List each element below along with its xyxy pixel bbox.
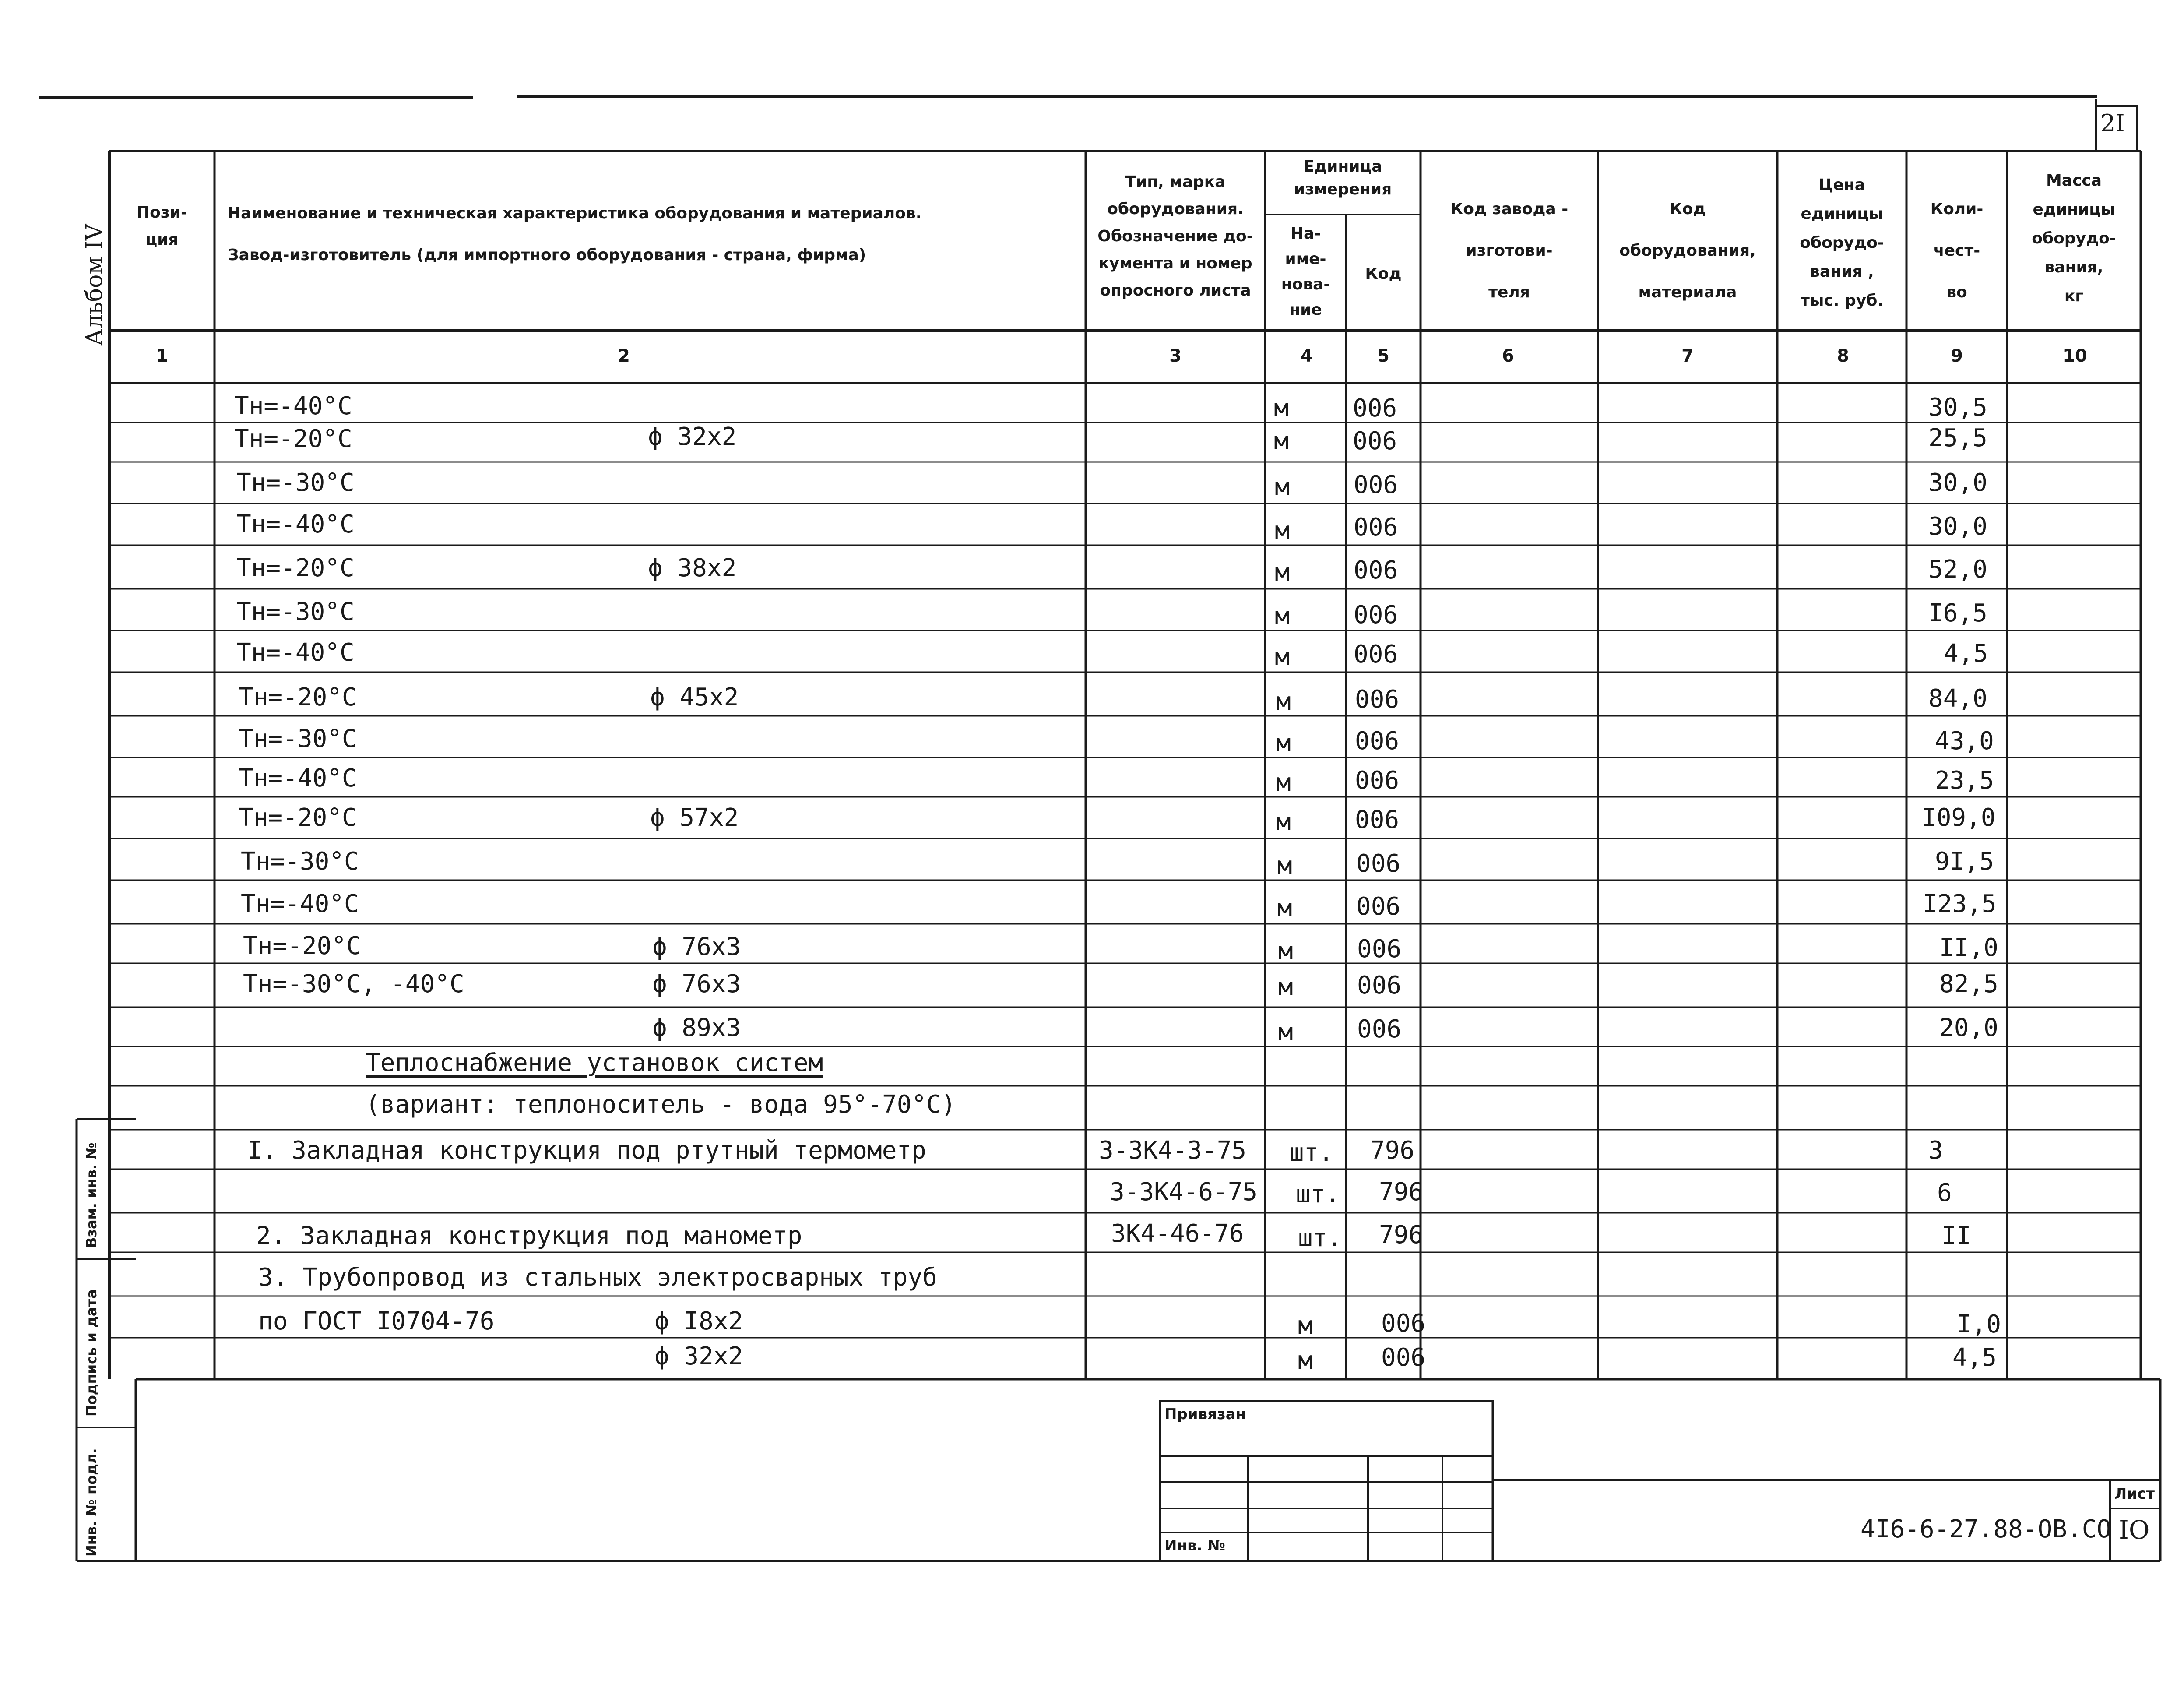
row-code: 006 xyxy=(1381,1309,1426,1338)
row-name: Тн=-40°С xyxy=(234,392,352,420)
row-code: 006 xyxy=(1356,892,1401,921)
row-spec: ϕ 32х2 xyxy=(654,1342,743,1370)
row-name: Тн=-40°С xyxy=(241,890,359,918)
document-code: 4I6-6-27.88-ОВ.СО xyxy=(1860,1515,2112,1543)
row-code: 006 xyxy=(1357,1015,1402,1043)
row-name: 3. Трубопровод из стальных электросварных труб xyxy=(258,1263,937,1292)
row-doc: 3-ЗК4-3-75 xyxy=(1099,1136,1247,1165)
row-unit: м xyxy=(1275,473,1290,501)
col-2-header: Наименование и техническая характеристика оборудования и материалов. Завод-изготовитель (для импортного оборудования - страна, фирма) xyxy=(228,204,922,264)
row-spec: ϕ 57х2 xyxy=(650,803,739,832)
row-code: 006 xyxy=(1354,601,1398,629)
row-unit: м xyxy=(1276,687,1291,716)
row-code: 006 xyxy=(1354,471,1398,499)
row-code: 006 xyxy=(1355,685,1400,714)
sheet-label: Лист xyxy=(2114,1485,2155,1503)
row-name: Тн=-30°С xyxy=(241,847,359,876)
col-2-number: 2 xyxy=(618,346,630,366)
stamp-signature-date: Подпись и дата xyxy=(83,1289,100,1416)
section-title: Теплоснабжение установок систем xyxy=(366,1049,823,1077)
row-unit: шт. xyxy=(1298,1224,1343,1252)
row-qty: 23,5 xyxy=(1935,766,1994,795)
col-10-number: 10 xyxy=(2063,346,2087,366)
row-name: 2. Закладная конструкция под манометр xyxy=(256,1222,802,1250)
row-qty: 30,5 xyxy=(1928,393,1987,422)
row-unit: м xyxy=(1276,808,1291,836)
col-6-number: 6 xyxy=(1502,346,1514,366)
row-name: Тн=-40°С xyxy=(236,510,355,539)
col-3-number: 3 xyxy=(1169,346,1182,366)
row-code: 796 xyxy=(1370,1136,1415,1165)
row-code: 796 xyxy=(1379,1221,1424,1249)
row-unit: м xyxy=(1274,427,1289,455)
row-code: 006 xyxy=(1353,394,1397,423)
row-qty: 3 xyxy=(1928,1136,1943,1165)
row-unit: м xyxy=(1276,768,1291,797)
col-9-number: 9 xyxy=(1951,346,1963,366)
row-name: Тн=-40°С xyxy=(236,638,355,667)
col-5-header: Код xyxy=(1365,265,1402,283)
row-unit: м xyxy=(1277,852,1292,880)
row-unit: шт. xyxy=(1289,1138,1334,1167)
row-name: Тн=-30°С xyxy=(239,725,357,753)
row-unit: м xyxy=(1298,1346,1313,1375)
row-qty: 20,0 xyxy=(1939,1014,1998,1042)
row-unit: м xyxy=(1278,1018,1293,1046)
sheet-number: IO xyxy=(2119,1515,2150,1545)
row-name: Тн=-20°С xyxy=(239,683,357,712)
row-name: I. Закладная конструкция под ртутный термометр xyxy=(247,1136,926,1165)
col-8-header: Цена единицы оборудо- вания , тыс. руб. xyxy=(1800,176,1884,310)
row-qty: 30,0 xyxy=(1928,469,1987,497)
row-code: 006 xyxy=(1357,935,1402,963)
col-5-number: 5 xyxy=(1377,346,1389,366)
row-spec: ϕ I8х2 xyxy=(654,1307,743,1335)
row-qty: I09,0 xyxy=(1922,803,1996,832)
col-3-header: Тип, марка оборудования. Обозначение до- кумента и номер опросного листа xyxy=(1097,173,1253,299)
row-code: 006 xyxy=(1381,1343,1426,1372)
col-8-number: 8 xyxy=(1837,346,1849,366)
row-name: по ГОСТ I0704-76 xyxy=(258,1307,495,1335)
row-unit: м xyxy=(1277,894,1292,923)
col-7-number: 7 xyxy=(1681,346,1694,366)
row-unit: м xyxy=(1278,937,1293,965)
row-code: 006 xyxy=(1354,556,1398,585)
row-code: 006 xyxy=(1357,971,1402,1000)
row-unit: м xyxy=(1275,517,1290,545)
row-unit: м xyxy=(1274,394,1289,423)
row-code: 006 xyxy=(1353,427,1397,455)
row-spec: ϕ 32х2 xyxy=(648,423,737,451)
row-qty: I,0 xyxy=(1957,1310,2001,1339)
row-spec: ϕ 89х3 xyxy=(652,1014,741,1042)
section-subtitle: (вариант: теплоноситель - вода 95°-70°С) xyxy=(366,1090,956,1119)
row-qty: I23,5 xyxy=(1923,890,1997,918)
row-code: 006 xyxy=(1355,727,1400,755)
row-code: 006 xyxy=(1354,640,1398,669)
col-4-header: На- име- нова- ние xyxy=(1281,225,1330,319)
row-qty: 25,5 xyxy=(1928,424,1987,452)
row-unit: м xyxy=(1298,1311,1313,1340)
row-qty: 9I,5 xyxy=(1935,847,1994,876)
row-spec: ϕ 38х2 xyxy=(648,554,737,582)
row-unit: м xyxy=(1278,973,1293,1001)
row-spec: ϕ 76х3 xyxy=(652,970,741,998)
row-qty: 4,5 xyxy=(1952,1343,1997,1372)
row-qty: 43,0 xyxy=(1935,727,1994,755)
row-code: 006 xyxy=(1355,806,1400,834)
row-qty: 6 xyxy=(1937,1179,1952,1207)
row-qty: 30,0 xyxy=(1928,512,1987,541)
unit-group-header: Единица измерения xyxy=(1294,158,1392,198)
row-qty: II,0 xyxy=(1939,934,1998,962)
sheet-corner-number: 2I xyxy=(2100,109,2125,137)
row-doc: 3-ЗК4-6-75 xyxy=(1110,1178,1258,1206)
album-label: Альбом IV xyxy=(81,224,108,346)
row-qty: II xyxy=(1941,1222,1971,1250)
row-qty: 84,0 xyxy=(1928,684,1987,713)
row-code: 006 xyxy=(1354,513,1398,542)
row-unit: м xyxy=(1276,729,1291,757)
col-1-header: Пози- ция xyxy=(137,204,187,249)
col-7-header: Код оборудования, материала xyxy=(1619,200,1756,301)
row-qty: 52,0 xyxy=(1928,555,1987,584)
col-10-header: Масса единицы оборудо- вания, кг xyxy=(2032,172,2116,305)
row-unit: м xyxy=(1275,602,1290,631)
col-9-header: Коли- чест- во xyxy=(1930,200,1984,301)
row-name: Тн=-30°С xyxy=(236,469,355,497)
row-doc: ЗК4-46-76 xyxy=(1111,1219,1244,1248)
row-spec: ϕ 45х2 xyxy=(650,683,739,712)
row-name: Тн=-20°С xyxy=(234,425,352,453)
row-spec: ϕ 76х3 xyxy=(652,933,741,961)
stamp-original-inv: Инв. № подл. xyxy=(83,1448,100,1557)
row-unit: м xyxy=(1275,643,1290,671)
row-qty: 82,5 xyxy=(1939,970,1998,998)
row-name: Тн=-20°С xyxy=(236,554,355,582)
row-name: Тн=-30°С xyxy=(236,598,355,626)
privyazan-label: Привязан xyxy=(1164,1406,1246,1423)
row-code: 006 xyxy=(1355,766,1400,795)
stamp-replacement-inv: Взам. инв. № xyxy=(83,1142,100,1248)
inv-number-label: Инв. № xyxy=(1164,1537,1226,1554)
row-name: Тн=-40°С xyxy=(239,764,357,793)
col-6-header: Код завода - изготови- теля xyxy=(1450,200,1569,301)
col-4-number: 4 xyxy=(1301,346,1313,366)
row-code: 796 xyxy=(1379,1178,1424,1206)
row-unit: м xyxy=(1275,558,1290,587)
row-name: Тн=-20°С xyxy=(239,803,357,832)
row-code: 006 xyxy=(1356,849,1401,878)
row-name: Тн=-30°С, -40°С xyxy=(243,970,464,998)
row-qty: 4,5 xyxy=(1944,639,1988,668)
col-1-number: 1 xyxy=(156,346,168,366)
row-name: Тн=-20°С xyxy=(243,932,361,960)
row-qty: I6,5 xyxy=(1928,599,1987,627)
row-unit: шт. xyxy=(1296,1180,1340,1208)
